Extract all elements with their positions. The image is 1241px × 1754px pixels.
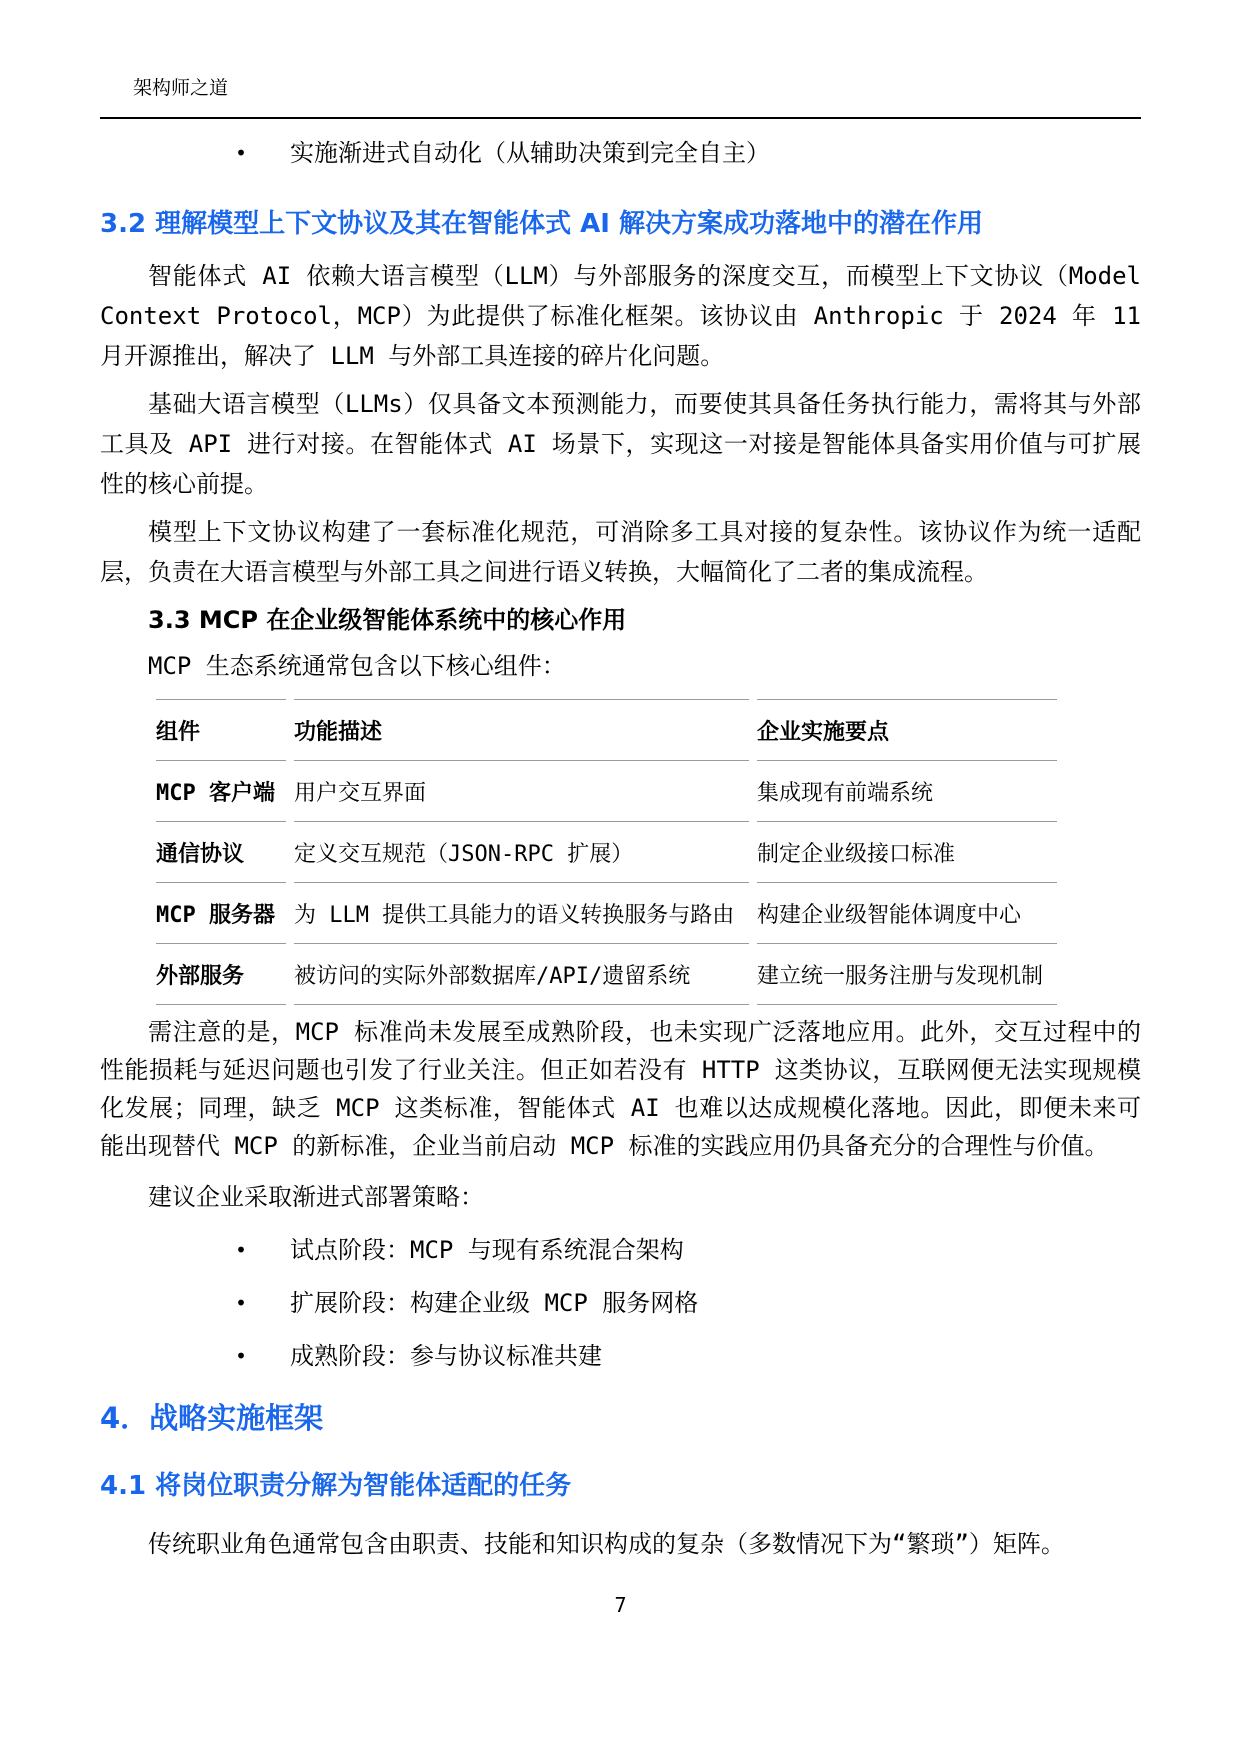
- deploy-stage-list: [100, 1230, 1141, 1376]
- table-cell-implementation: 集成现有前端系统: [757, 760, 1057, 821]
- paragraph-protocol-spec: 模型上下文协议构建了一套标准化规范，可消除多工具对接的复杂性。该协议作为统一适配层，负责在大语言模型与外部工具之间进行语义转换，大幅简化了二者的集成流程。: [100, 518, 1141, 586]
- section-heading-3-2: 3.2 理解模型上下文协议及其在智能体式 AI 解决方案成功落地中的潜在作用: [100, 209, 984, 239]
- header-title: 架构师之道: [133, 77, 229, 99]
- table-header-row: [156, 699, 1057, 760]
- page-header: [100, 76, 1141, 119]
- bullet-icon: •: [235, 1238, 248, 1262]
- paragraph-roles: 传统职业角色通常包含由职责、技能和知识构成的复杂（多数情况下为“繁琐”）矩阵。: [148, 1530, 1065, 1558]
- page-number: 7: [614, 1593, 627, 1617]
- mcp-components-table: [148, 699, 1065, 1005]
- bullet-icon: •: [235, 141, 248, 165]
- paragraph-llm-capability: 基础大语言模型（LLMs）仅具备文本预测能力，而要使其具备任务执行能力，需将其与外部工具及 API 进行对接。在智能体式 AI 场景下，实现这一对接是智能体具备实用价值与可扩展性的核心前提。: [100, 390, 1141, 498]
- list-item-text: 扩展阶段：构建企业级 MCP 服务网格: [290, 1289, 699, 1317]
- section-heading-4-1: 4.1 将岗位职责分解为智能体适配的任务: [100, 1471, 572, 1501]
- table-row: [156, 760, 1057, 821]
- table-cell-component: MCP 客户端: [156, 760, 286, 821]
- paragraph-deploy-strategy: 建议企业采取渐进式部署策略：: [148, 1183, 484, 1211]
- list-item: [100, 1283, 1141, 1323]
- column-header-component: 组件: [156, 699, 286, 760]
- table-cell-implementation: 构建企业级智能体调度中心: [757, 882, 1057, 943]
- intro-bullet-item: [100, 133, 1141, 173]
- table-cell-component: 通信协议: [156, 821, 286, 882]
- section-heading-4: 4．战略实施框架: [100, 1401, 324, 1435]
- table-row: [156, 882, 1057, 943]
- table-cell-component: MCP 服务器: [156, 882, 286, 943]
- paragraph-table-intro: MCP 生态系统通常包含以下核心组件：: [148, 652, 566, 680]
- bullet-icon: •: [235, 1344, 248, 1368]
- table-cell-description: 为 LLM 提供工具能力的语义转换服务与路由: [294, 882, 749, 943]
- table-cell-component: 外部服务: [156, 943, 286, 1005]
- list-item-text: 成熟阶段：参与协议标准共建: [290, 1342, 602, 1370]
- page-content: [0, 76, 1241, 1618]
- list-item-text: 试点阶段：MCP 与现有系统混合架构: [290, 1236, 684, 1264]
- list-item: [100, 1336, 1141, 1376]
- table-cell-description: 定义交互规范（JSON-RPC 扩展）: [294, 821, 749, 882]
- table-cell-implementation: 建立统一服务注册与发现机制: [757, 943, 1057, 1005]
- intro-bullet-text: 实施渐进式自动化（从辅助决策到完全自主）: [290, 139, 770, 167]
- section-heading-3-3: 3.3 MCP 在企业级智能体系统中的核心作用: [148, 606, 627, 634]
- table-cell-description: 用户交互界面: [294, 760, 749, 821]
- paragraph-mcp-maturity-note: 需注意的是，MCP 标准尚未发展至成熟阶段，也未实现广泛落地应用。此外，交互过程中的性能损耗与延迟问题也引发了行业关注。但正如若没有 HTTP 这类协议，互联网便无法实现规模化发展；同理，缺乏 MCP 这类标准，智能体式 AI 也难以达成规模化落地。因此，即便未来可能出现替代 MCP 的新标准，企业当前启动 MCP 标准的实践应用仍具备充分的合理性与价值。: [100, 1018, 1141, 1160]
- table-cell-implementation: 制定企业级接口标准: [757, 821, 1057, 882]
- column-header-description: 功能描述: [294, 699, 749, 760]
- table-cell-description: 被访问的实际外部数据库/API/遗留系统: [294, 943, 749, 1005]
- paragraph-mcp-intro: 智能体式 AI 依赖大语言模型（LLM）与外部服务的深度交互，而模型上下文协议（Model Context Protocol，MCP）为此提供了标准化框架。该协议由 Anthropic 于 2024 年 11 月开源推出，解决了 LLM 与外部工具连接的碎片化问题。: [100, 262, 1141, 370]
- table-row: [156, 821, 1057, 882]
- table-row: [156, 943, 1057, 1005]
- column-header-implementation: 企业实施要点: [757, 699, 1057, 760]
- bullet-icon: •: [235, 1291, 248, 1315]
- list-item: [100, 1230, 1141, 1270]
